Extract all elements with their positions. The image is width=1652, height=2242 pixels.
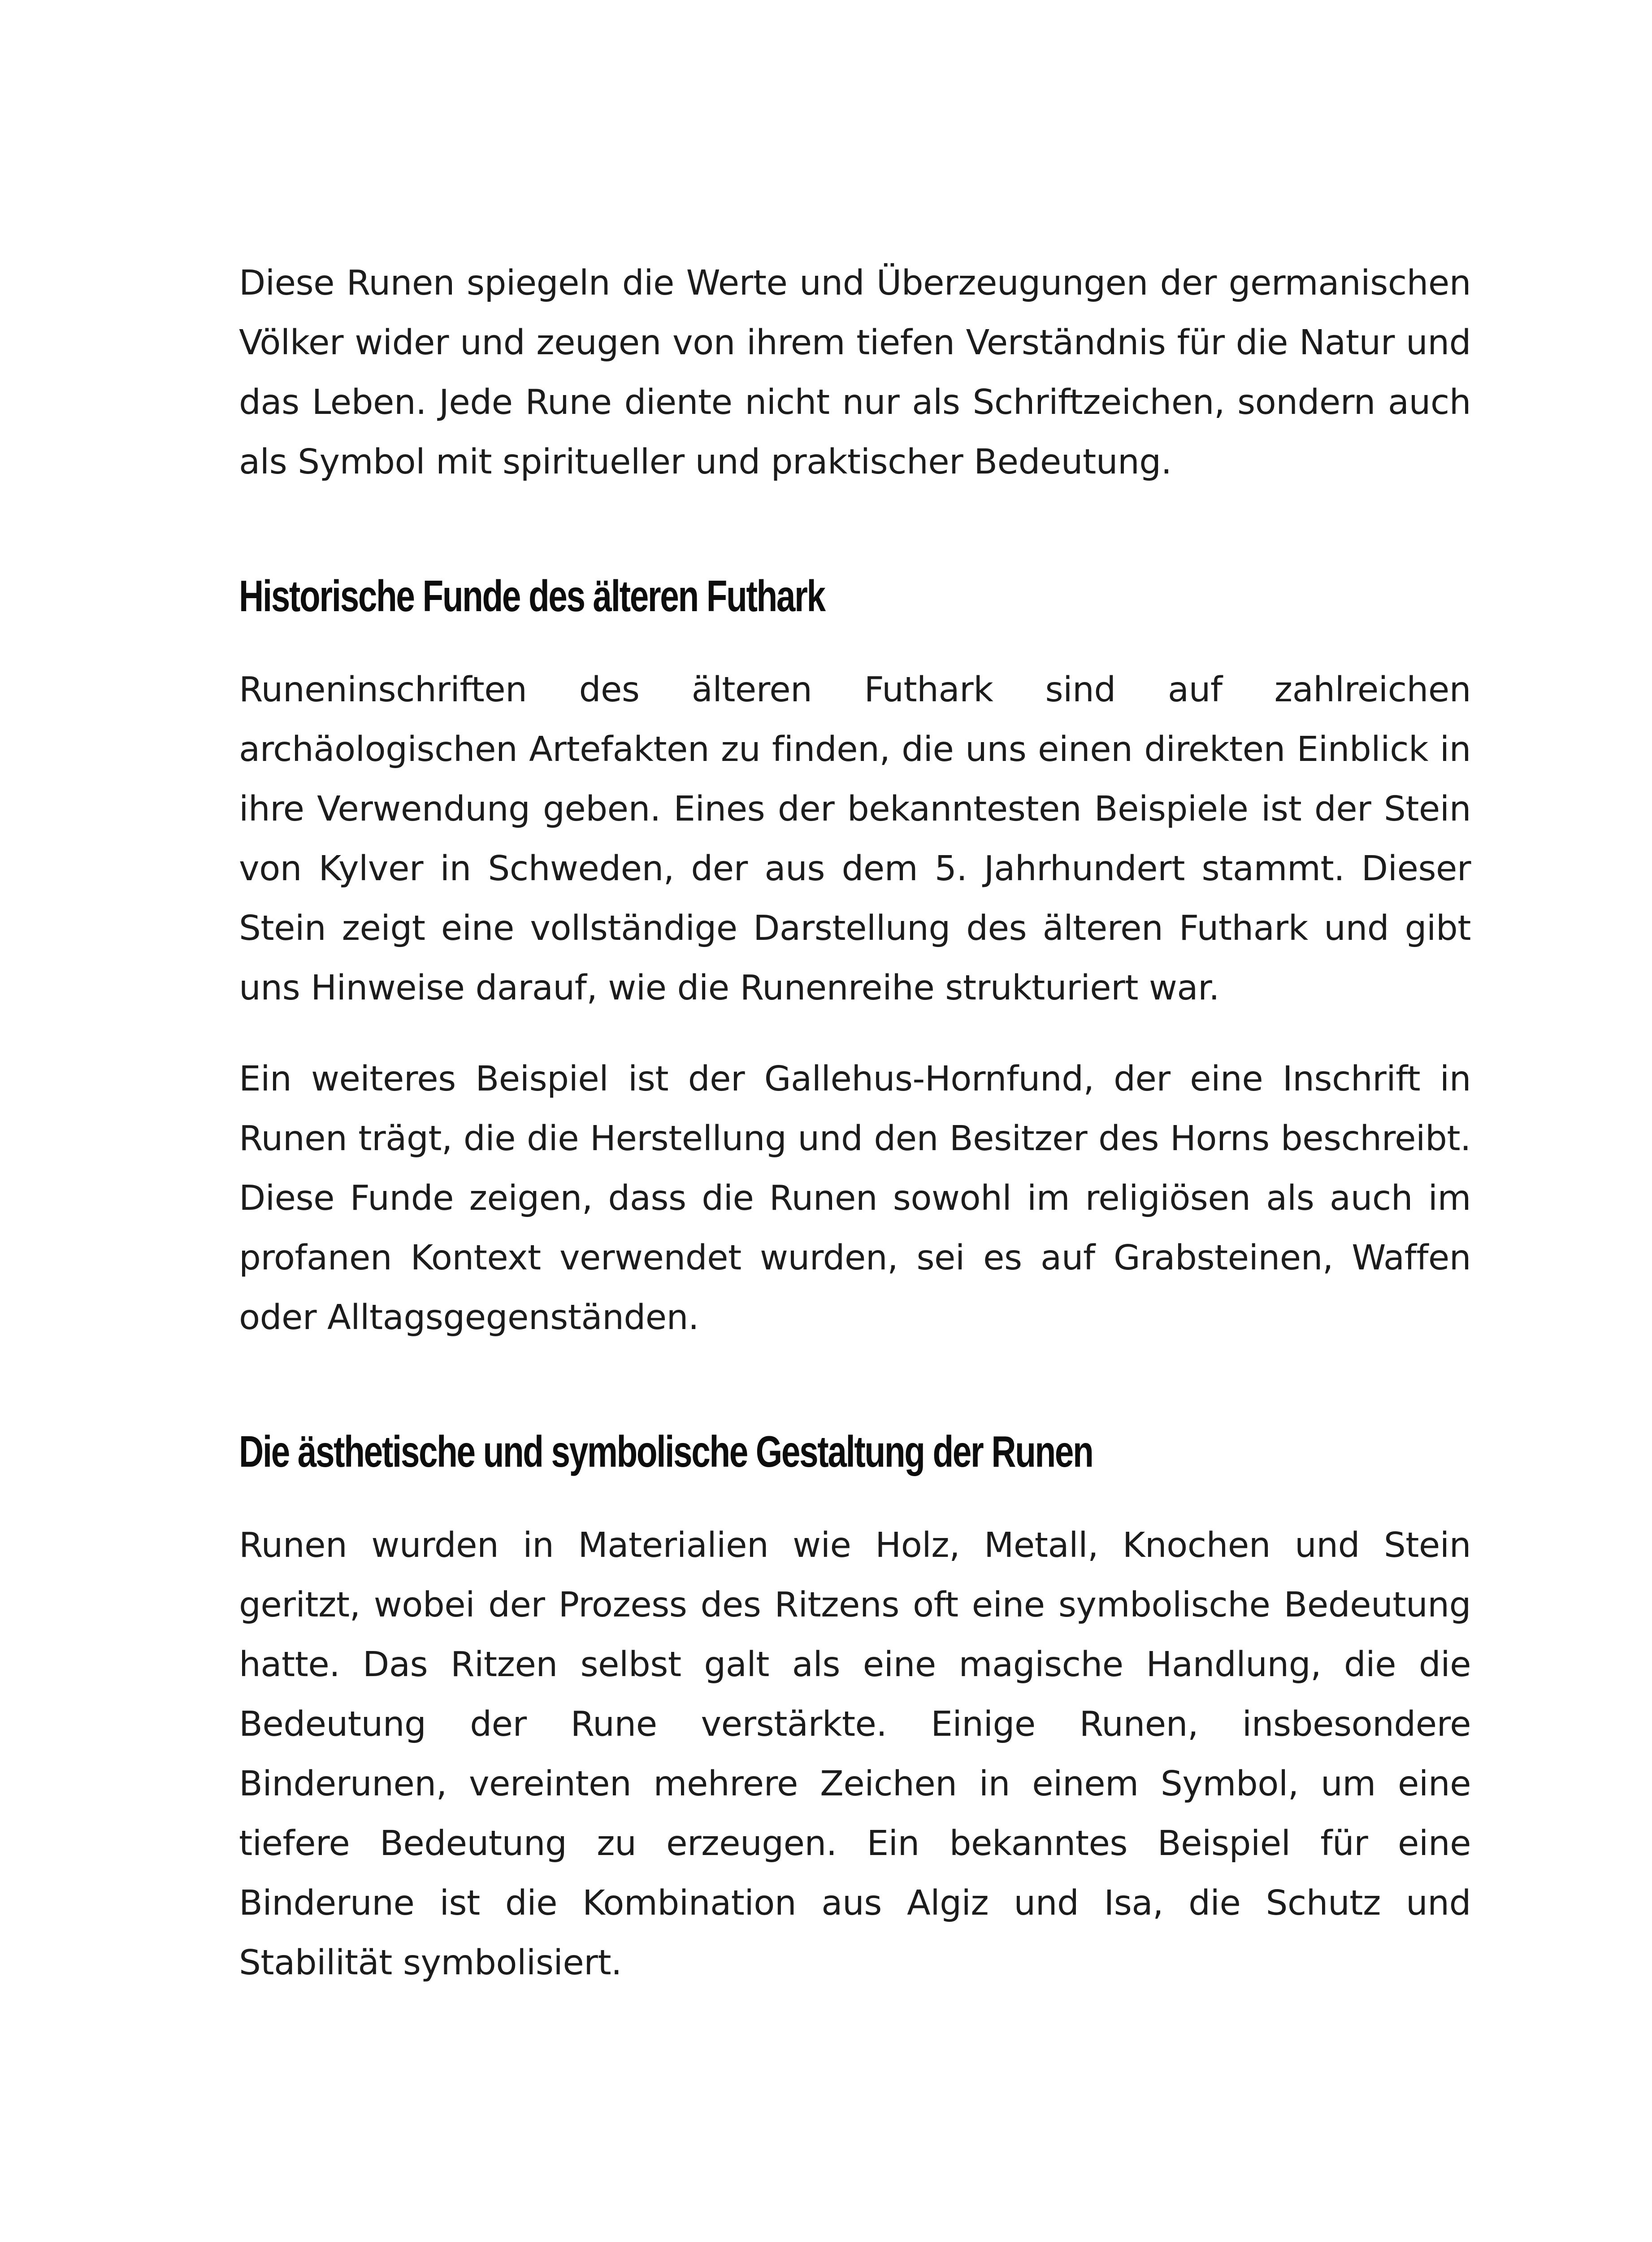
paragraph-intro: Diese Runen spiegeln die Werte und Überzeugungen der germanischen Völker wider und zeugen von ihrem tiefen Verständnis für die Natur und das Leben. Jede Rune diente nicht nur als Schriftzeichen, sondern auch als Symbol mit spiritueller und praktischer Bedeutung.	[239, 263, 1471, 482]
paragraph-funde-1: Runeninschriften des älteren Futhark sind auf zahlreichen archäologischen Artefakten zu finden, die uns einen direkten Einblick in ihre Verwendung geben. Eines der bekanntesten Beispiele ist der Stein von Kylver in Schweden, der aus dem 5. Jahrhundert stammt. Dieser Stein zeigt eine vollständige Darstellung des älteren Futhark und gibt uns Hinweise darauf, wie die Runenreihe strukturiert war.	[239, 670, 1471, 1008]
page-content	[239, 253, 1471, 1993]
section-heading-funde: Historische Funde des älteren Futhark	[239, 571, 825, 621]
paragraph-funde-2: Ein weiteres Beispiel ist der Gallehus-Hornfund, der eine Inschrift in Runen trägt, die die Herstellung und den Besitzer des Horns beschreibt. Diese Funde zeigen, dass die Runen sowohl im religiösen als auch im profanen Kontext verwendet wurden, sei es auf Grabsteinen, Waffen oder Alltagsgegenständen.	[239, 1059, 1471, 1338]
paragraph-gestaltung-1: Runen wurden in Materialien wie Holz, Metall, Knochen und Stein geritzt, wobei der Prozess des Ritzens oft eine symbolische Bedeutung hatte. Das Ritzen selbst galt als eine magische Handlung, die die Bedeutung der Rune verstärkte. Einige Runen, insbesondere Binderunen, vereinten mehrere Zeichen in einem Symbol, um eine tiefere Bedeutung zu erzeugen. Ein bekanntes Beispiel für eine Binderune ist die Kombination aus Algiz und Isa, die Schutz und Stabilität symbolisiert.	[239, 1525, 1471, 1983]
section-heading-gestaltung: Die ästhetische und symbolische Gestaltung der Runen	[239, 1427, 1093, 1476]
